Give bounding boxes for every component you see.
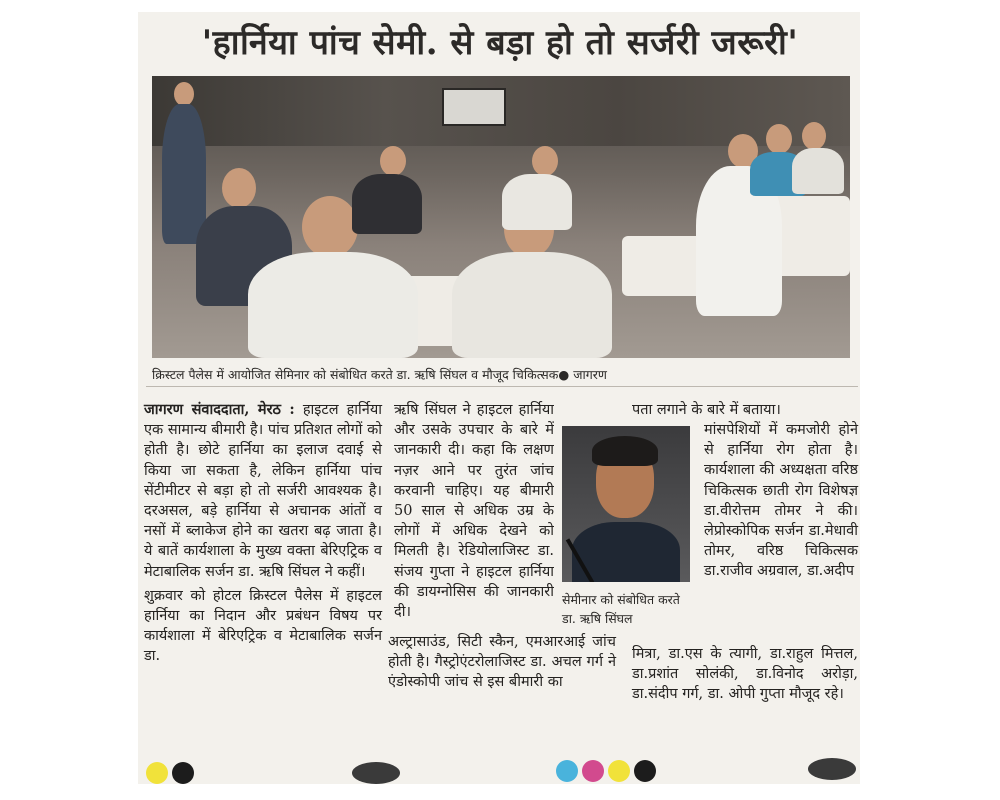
paragraph: शुक्रवार को होटल क्रिस्टल पैलेस में हाइटल हार्निया का निदान और प्रबंधन विषय पर कार्यशाला में बेरिएट्रिक व मेटाबालिक सर्जन डा. bbox=[144, 587, 382, 665]
paragraph: अल्ट्रासाउंड, सिटी स्कैन, एमआरआई जांच होती है। गैस्ट्रोएंटरोलाजिस्ट डा. अचल गर्ग ने एंडोस्कोपी जांच से इस बीमारी का bbox=[388, 634, 616, 691]
paragraph: मित्रा, डा.एस के त्यागी, डा.राहुल मित्तल, डा.प्रशांत सोलंकी, डा.विनोद अरोड़ा, डा.संदीप गर्ग, डा. ओपी गुप्ता मौजूद रहे। bbox=[632, 646, 858, 703]
registration-oval bbox=[352, 762, 400, 784]
article-headline: 'हार्निया पांच सेमी. से बड़ा हो तो सर्जरी जरूरी' bbox=[201, 23, 799, 63]
registration-dot-yellow bbox=[146, 762, 168, 784]
registration-dot-cyan bbox=[556, 760, 578, 782]
dateline: जागरण संवाददाता, मेरठ : bbox=[144, 401, 295, 418]
registration-dot-black bbox=[634, 760, 656, 782]
registration-dot-yellow bbox=[608, 760, 630, 782]
paragraph: पता लगाने के बारे में बताया। bbox=[632, 402, 781, 418]
registration-oval bbox=[808, 758, 856, 780]
photo-caption: क्रिस्टल पैलेस में आयोजित सेमिनार को संबोधित करते डा. ऋषि सिंघल व मौजूद चिकित्सक● जागरण bbox=[152, 367, 607, 382]
paragraph: मांसपेशियों में कमजोरी होने से हार्निया रोग होता है। कार्यशाला की अध्यक्षता वरिष्ठ चिकित्सक छाती रोग विशेषज्ञ डा.वीरोत्तम तोमर ने की। लेप्रोस्कोपिक सर्जन डा.मेधावी तोमर, वरिष्ठ चिकित्सक डा.राजीव अग्रवाल, डा.अदीप bbox=[704, 422, 858, 580]
lead-text: हाइटल हार्निया एक सामान्य बीमारी है। पांच प्रतिशत लोगों को होती है। छोटे हार्निया का इलाज दवाई से किया जा सकता है, लेकिन हार्निया पांच सेंटीमीटर से बड़ा हो तो सर्जरी आवश्यक है। दरअसल, बड़े हार्निया से अचानक आंतों व नसों में ब्लाकेज होने का खतरा बढ़ जाता है। ये बातें कार्यशाला के मुख्य वक्ता बेरिएट्रिक व मेटाबालिक सर्जन डा. ऋषि सिंघल ने कहीं। bbox=[144, 402, 382, 580]
registration-dot-magenta bbox=[582, 760, 604, 782]
speaker-photo-caption: सेमीनार को संबोधित करते डा. ऋषि सिंघल bbox=[562, 592, 680, 626]
registration-dot-black bbox=[172, 762, 194, 784]
paragraph: ऋषि सिंघल ने हाइटल हार्निया और उसके उपचार के बारे में जानकारी दी। कहा कि लक्षण नज़र आने पर तुरंत जांच करवानी चाहिए। यह बीमारी 50 साल से अधिक उम्र के लोगों में अधिक देखने को मिलती है। रेडियोलाजिस्ट डा. संजय गुप्ता ने हाइटल हार्निया की डायग्नोसिस की जानकारी दी। bbox=[394, 402, 554, 621]
